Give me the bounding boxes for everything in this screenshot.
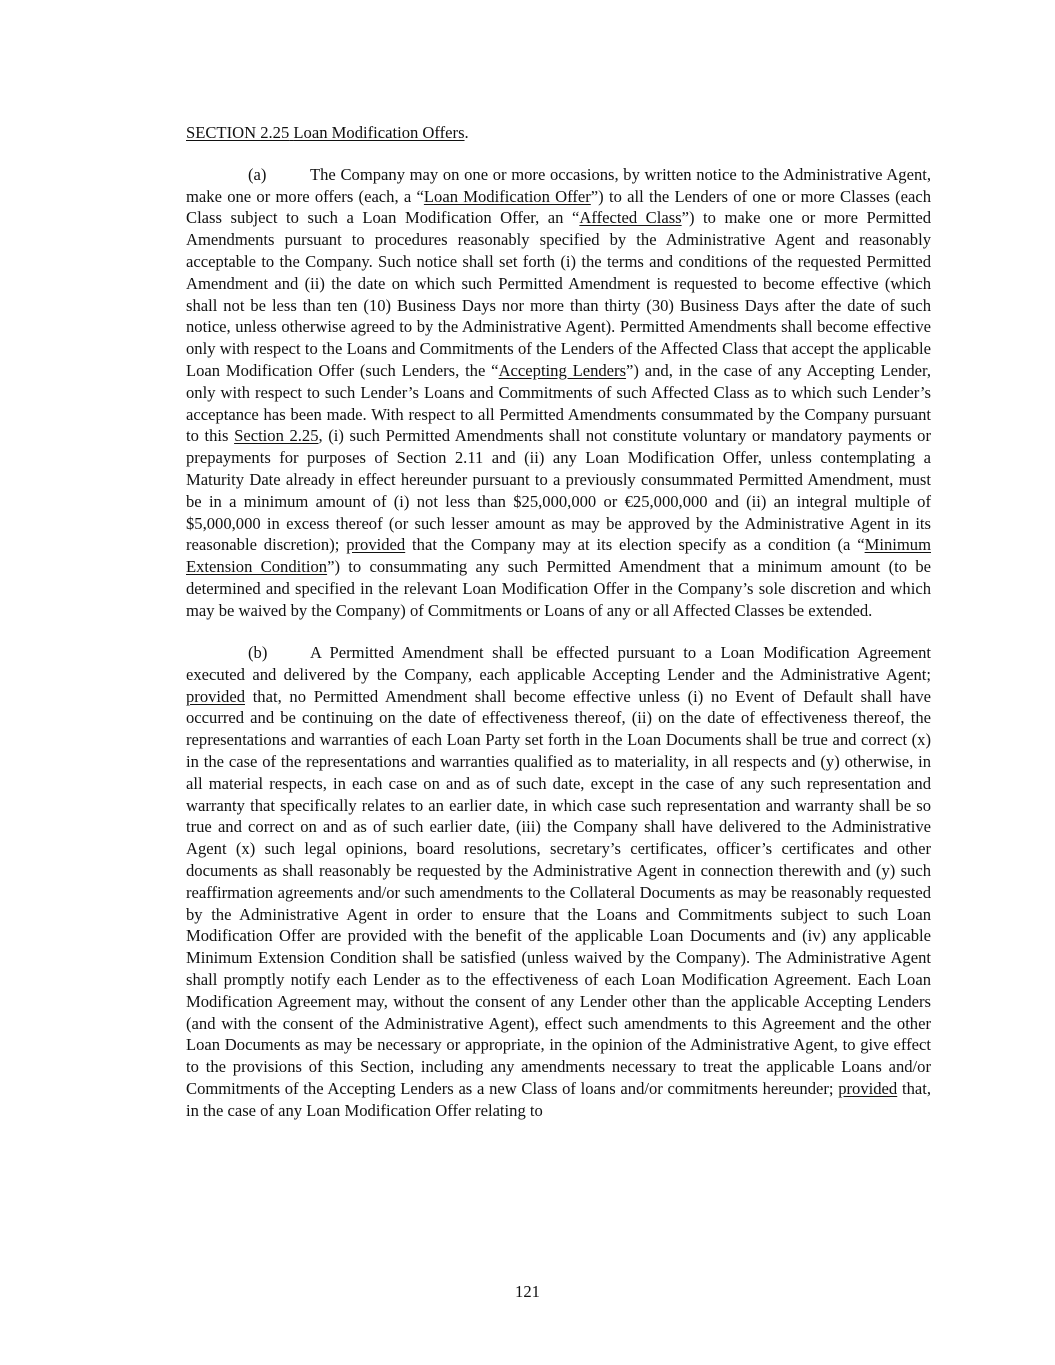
- paragraph-a-text-6: that the Company may at its election specify as a condition (a “: [405, 535, 865, 555]
- term-affected-class: Affected Class: [579, 208, 682, 228]
- paragraph-b-text-3: that, in the case of any Loan Modification Offer relating to: [186, 1078, 931, 1120]
- paragraph-a-text-4: ”) and, in the case of any Accepting Lender, only with respect to such Lender’s Loans and Commitments of such Affected Class as to which such Lender’s acceptance has been made. With respect to all Permitted Amendments consummated by the Company pursuant to this: [186, 360, 931, 446]
- paragraph-b-text-2: that, no Permitted Amendment shall become effective unless (i) no Event of Default shall have occurred and be continuing on the date of effectiveness thereof, (ii) on the date of effectiveness thereof, the representations and warranties of each Loan Party set forth in the Loan Documents shall be true and correct (x) in the case of the representations and warranties qualified as to materiality, in all respects and (y) otherwise, in all material respects, in each case on and as of such date, except in the case of any such representation and warranty that specifically relates to an earlier date, in which case such representation and warranty shall be so true and correct on and as of such earlier date, (iii) the Company shall have delivered to the Administrative Agent (x) such legal opinions, board resolutions, secretary’s certificates, officer’s certificates and other documents as shall reasonably be requested by the Administrative Agent in connection therewith and (y) such reaffirmation agreements and/or such amendments to the Collateral Documents as may be reasonably requested by the Administrative Agent in order to ensure that the Loans and Commitments subject to such Loan Modification Offer are provided with the benefit of the applicable Loan Documents and (iv) any applicable Minimum Extension Condition shall be satisfied (unless waived by the Company). The Administrative Agent shall promptly notify each Lender as to the effectiveness of each Loan Modification Agreement. Each Loan Modification Agreement may, without the consent of any Lender other than the applicable Accepting Lenders (and with the consent of the Administrative Agent), effect such amendments to this Agreement and the other Loan Documents as may be necessary or appropriate, in the opinion of the Administrative Agent, to give effect to the provisions of this Section, including any amendments necessary to treat the applicable Loans and/or Commitments of the Accepting Lenders as a new Class of loans and/or commitments hereunder;: [186, 686, 931, 1098]
- section-heading: [186, 122, 931, 144]
- section-heading-period: .: [464, 123, 469, 142]
- section-heading-label: SECTION 2.25: [186, 123, 290, 142]
- term-provided: provided: [346, 535, 406, 555]
- paragraph-b: [186, 642, 931, 1122]
- section-heading-title: Loan Modification Offers: [293, 123, 465, 142]
- section-reference-link: Section 2.25: [234, 426, 319, 446]
- page-number: 121: [515, 1282, 540, 1301]
- paragraph-a: [186, 164, 931, 622]
- paragraph-a-text-1: The Company may on one or more occasions, by written notice to the Administrative Agent, make one or more offers (each, a “: [186, 164, 931, 206]
- paragraph-b-text-1: A Permitted Amendment shall be effected pursuant to a Loan Modification Agreement executed and delivered by the Company, each applicable Accepting Lender and the Administrative Agent;: [186, 643, 931, 684]
- paragraph-a-label: (a): [248, 164, 267, 184]
- term-provided: provided: [838, 1078, 898, 1098]
- paragraph-a-text-2: ”) to all the Lenders of one or more Classes (each Class subject to such a Loan Modification Offer, an “: [186, 186, 931, 228]
- paragraph-a-text-5: , (i) such Permitted Amendments shall not constitute voluntary or mandatory payments or prepayments for purposes of Section 2.11 and (ii) any Loan Modification Offer, unless contemplating a Maturity Date already in effect hereunder pursuant to a previously consummated Permitted Amendment, must be in a minimum amount of (i) not less than $25,000,000 or €25,000,000 and (ii) an integral multiple of $5,000,000 in excess thereof (or such lesser amount as may be approved by the Administrative Agent in its reasonable discretion);: [186, 426, 931, 555]
- section-heading-text: [186, 123, 465, 142]
- paragraph-b-label: (b): [248, 643, 268, 663]
- paragraph-a-text-3: ”) to make one or more Permitted Amendments pursuant to procedures reasonably specified by the Administrative Agent and reasonably acceptable to the Company. Such notice shall set forth (i) the terms and conditions of the requested Permitted Amendment and (ii) the date on which such Permitted Amendment is requested to become effective (which shall not be less than ten (10) Business Days nor more than thirty (30) Business Days after the date of such notice, unless otherwise agreed to by the Administrative Agent). Permitted Amendments shall become effective only with respect to the Loans and Commitments of the Lenders of the Affected Class that accept the applicable Loan Modification Offer (such Lenders, the “: [186, 208, 931, 380]
- term-provided: provided: [186, 686, 245, 706]
- paragraph-a-text-7: ”) to consummating any such Permitted Amendment that a minimum amount (to be determined and specified in the relevant Loan Modification Offer in the Company’s sole discretion and which may be waived by the Company) of Commitments or Loans of any or all Affected Classes be extended.: [186, 557, 931, 620]
- document-page: [186, 122, 931, 1142]
- term-loan-modification-offer: Loan Modification Offer: [423, 186, 591, 206]
- term-minimum-extension-condition: Minimum Extension Condition: [186, 535, 931, 577]
- term-accepting-lenders: Accepting Lenders: [498, 360, 627, 380]
